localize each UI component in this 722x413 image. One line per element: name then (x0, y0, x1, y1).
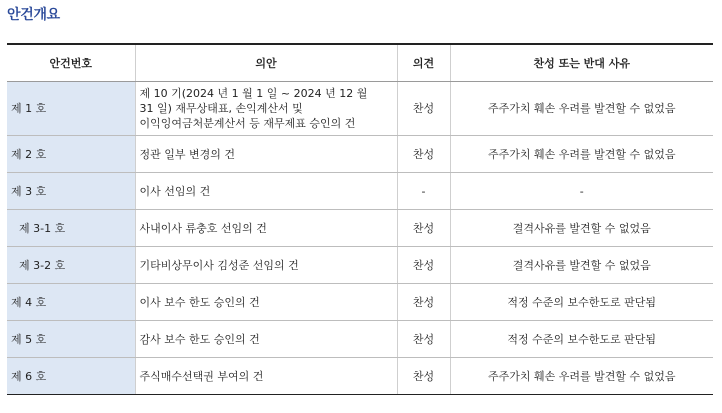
agenda-opinion: - (397, 173, 450, 210)
agenda-reason: 적정 수준의 보수한도로 판단됨 (450, 284, 713, 321)
agenda-reason: 결격사유를 발견할 수 없었음 (450, 247, 713, 284)
header-agenda-number: 안건번호 (7, 44, 135, 82)
agenda-number: 제 1 호 (7, 82, 135, 136)
table-row (7, 358, 713, 395)
agenda-number: 제 6 호 (7, 358, 135, 395)
table-row (7, 136, 713, 173)
agenda-title-line: 제 10 기(2024 년 1 월 1 일 ~ 2024 년 12 월 (139, 87, 368, 100)
table-body (7, 82, 713, 395)
header-agenda-title: 의안 (135, 44, 397, 82)
table-row (7, 247, 713, 284)
agenda-title: 정관 일부 변경의 건 (135, 136, 397, 173)
agenda-reason: 주주가치 훼손 우려를 발견할 수 없었음 (450, 358, 713, 395)
agenda-reason: 적정 수준의 보수한도로 판단됨 (450, 321, 713, 358)
agenda-title-line: 이익잉여금처분계산서 등 재무제표 승인의 건 (139, 117, 356, 130)
agenda-reason: 결격사유를 발견할 수 없었음 (450, 210, 713, 247)
header-opinion: 의견 (397, 44, 450, 82)
table-row (7, 284, 713, 321)
agenda-number: 제 2 호 (7, 136, 135, 173)
header-row (7, 44, 713, 82)
agenda-opinion: 찬성 (397, 321, 450, 358)
agenda-title: 이사 보수 한도 승인의 건 (135, 284, 397, 321)
header-reason: 찬성 또는 반대 사유 (450, 44, 713, 82)
agenda-opinion: 찬성 (397, 284, 450, 321)
table-row (7, 210, 713, 247)
section-title: 안건개요 (7, 7, 60, 23)
agenda-title (135, 82, 397, 136)
table-row (7, 321, 713, 358)
agenda-title: 기타비상무이사 김성준 선임의 건 (135, 247, 397, 284)
agenda-title: 감사 보수 한도 승인의 건 (135, 321, 397, 358)
agenda-opinion: 찬성 (397, 358, 450, 395)
agenda-title: 이사 선임의 건 (135, 173, 397, 210)
agenda-number: 제 3-2 호 (7, 247, 135, 284)
agenda-reason: 주주가치 훼손 우려를 발견할 수 없었음 (450, 82, 713, 136)
agenda-title-line: 31 일) 재무상태표, 손익계산서 및 (139, 102, 303, 115)
agenda-number: 제 3-1 호 (7, 210, 135, 247)
table-row (7, 173, 713, 210)
agenda-table (7, 43, 713, 395)
table-row (7, 82, 713, 136)
table-header (7, 44, 713, 82)
agenda-title: 주식매수선택권 부여의 건 (135, 358, 397, 395)
agenda-opinion: 찬성 (397, 82, 450, 136)
agenda-reason: 주주가치 훼손 우려를 발견할 수 없었음 (450, 136, 713, 173)
agenda-reason: - (450, 173, 713, 210)
agenda-number: 제 4 호 (7, 284, 135, 321)
agenda-title: 사내이사 류충호 선임의 건 (135, 210, 397, 247)
agenda-opinion: 찬성 (397, 136, 450, 173)
agenda-number: 제 5 호 (7, 321, 135, 358)
agenda-opinion: 찬성 (397, 210, 450, 247)
agenda-opinion: 찬성 (397, 247, 450, 284)
agenda-number: 제 3 호 (7, 173, 135, 210)
